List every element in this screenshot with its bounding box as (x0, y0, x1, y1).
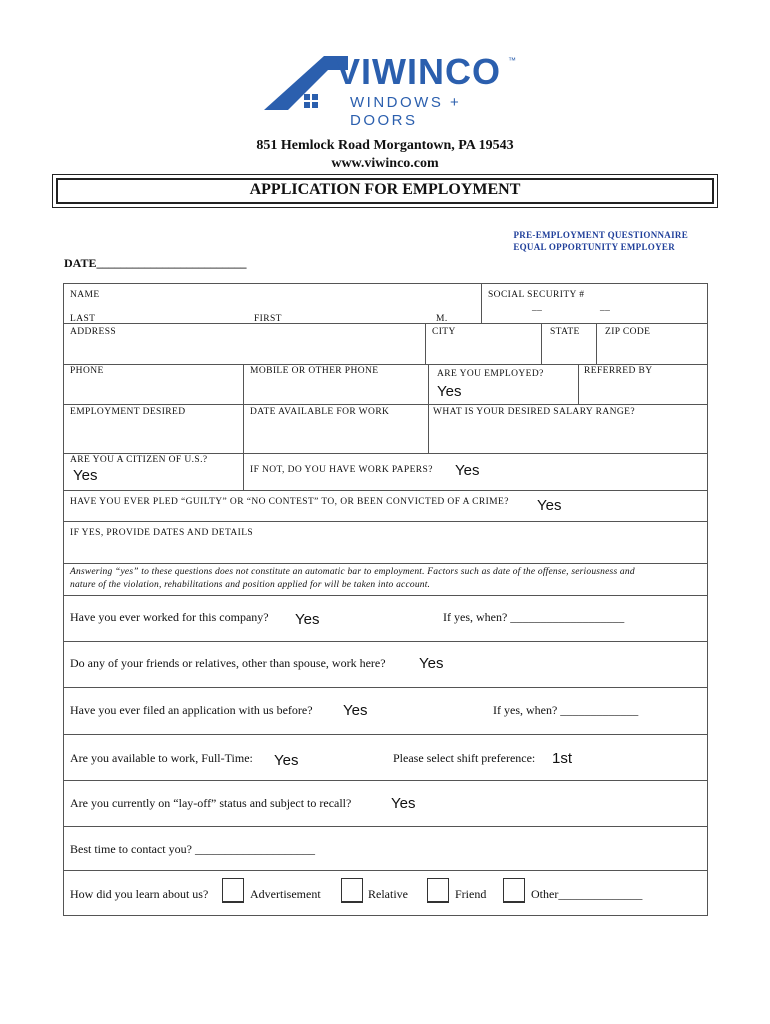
disclaimer-line-1: Answering “yes” to these questions does not constitute an automatic bar to employment. Factors such as date of the offense, seriousness and (70, 567, 635, 577)
address-label: ADDRESS (70, 327, 117, 337)
work-papers-label: IF NOT, DO YOU HAVE WORK PAPERS? (250, 465, 433, 475)
citizen-label: ARE YOU A CITIZEN OF U.S.? (70, 455, 208, 465)
brand-name: VIWINCO (336, 51, 501, 92)
city-label: CITY (432, 327, 456, 337)
crime-answer[interactable]: Yes (537, 497, 562, 514)
middle-initial-label: M. (436, 314, 448, 324)
shift-answer[interactable]: 1st (552, 750, 573, 767)
friend-label: Friend (455, 887, 487, 901)
mobile-label: MOBILE OR OTHER PHONE (250, 366, 379, 376)
employment-desired-label: EMPLOYMENT DESIRED (70, 407, 186, 417)
friend-checkbox[interactable] (427, 878, 449, 903)
fulltime-question: Are you available to work, Full-Time: (70, 751, 253, 765)
friends-question: Do any of your friends or relatives, other than spouse, work here? (70, 656, 386, 670)
worked-answer[interactable]: Yes (295, 611, 320, 628)
employed-answer[interactable]: Yes (437, 383, 462, 400)
state-label: STATE (550, 327, 580, 337)
layoff-question: Are you currently on “lay-off” status and subject to recall? (70, 796, 352, 810)
equal-opportunity-notice: EQUAL OPPORTUNITY EMPLOYER (513, 242, 675, 252)
referred-label: REFERRED BY (584, 366, 653, 376)
phone-label: PHONE (70, 366, 104, 376)
citizen-answer[interactable]: Yes (73, 467, 98, 484)
disclaimer-line-2: nature of the violation, rehabilitations and position applied for will be taken into account. (70, 580, 431, 590)
ssn-dash-2: __ (600, 303, 611, 313)
company-website: www.viwinco.com (331, 156, 439, 171)
friends-answer[interactable]: Yes (419, 655, 444, 672)
relative-checkbox[interactable] (341, 878, 363, 903)
form-title: APPLICATION FOR EMPLOYMENT (249, 181, 521, 198)
date-available-label: DATE AVAILABLE FOR WORK (250, 407, 390, 417)
title-box (52, 174, 718, 208)
name-label: NAME (70, 290, 100, 300)
learn-question: How did you learn about us? (70, 887, 209, 901)
ssn-dash-1: __ (532, 303, 543, 313)
other-checkbox[interactable] (503, 878, 525, 903)
brand-tagline: WINDOWS + DOORS (350, 94, 462, 129)
advertisement-checkbox[interactable] (222, 878, 244, 903)
date-field[interactable]: DATE_________________________ (64, 256, 247, 270)
advertisement-label: Advertisement (250, 887, 321, 901)
pre-employment-notice: PRE-EMPLOYMENT QUESTIONNAIRE (513, 230, 688, 240)
trademark: ™ (508, 56, 516, 65)
salary-label: WHAT IS YOUR DESIRED SALARY RANGE? (433, 407, 635, 417)
work-papers-answer[interactable]: Yes (455, 462, 480, 479)
first-name-label: FIRST (254, 314, 282, 324)
employed-label: ARE YOU EMPLOYED? (437, 369, 544, 379)
last-name-label: LAST (70, 314, 96, 324)
filed-answer[interactable]: Yes (343, 702, 368, 719)
shift-question: Please select shift preference: (393, 751, 536, 765)
filed-question: Have you ever filed an application with us before? (70, 703, 313, 717)
worked-question: Have you ever worked for this company? (70, 610, 269, 624)
best-time-field[interactable]: Best time to contact you? ____________________ (70, 842, 315, 856)
company-address: 851 Hemlock Road Morgantown, PA 19543 (256, 138, 514, 153)
ssn-label: SOCIAL SECURITY # (488, 290, 585, 300)
layoff-answer[interactable]: Yes (391, 795, 416, 812)
zip-label: ZIP CODE (605, 327, 651, 337)
worked-when-field[interactable]: If yes, when? ___________________ (443, 610, 625, 624)
other-field[interactable]: Other______________ (531, 887, 643, 901)
fulltime-answer[interactable]: Yes (274, 752, 299, 769)
relative-label: Relative (368, 887, 408, 901)
form-table (63, 283, 708, 916)
if-yes-label: IF YES, PROVIDE DATES AND DETAILS (70, 528, 254, 538)
crime-label: HAVE YOU EVER PLED “GUILTY” OR “NO CONTEST” TO, OR BEEN CONVICTED OF A CRIME? (70, 497, 509, 507)
filed-when-field[interactable]: If yes, when? _____________ (493, 703, 639, 717)
company-logo (262, 51, 522, 129)
